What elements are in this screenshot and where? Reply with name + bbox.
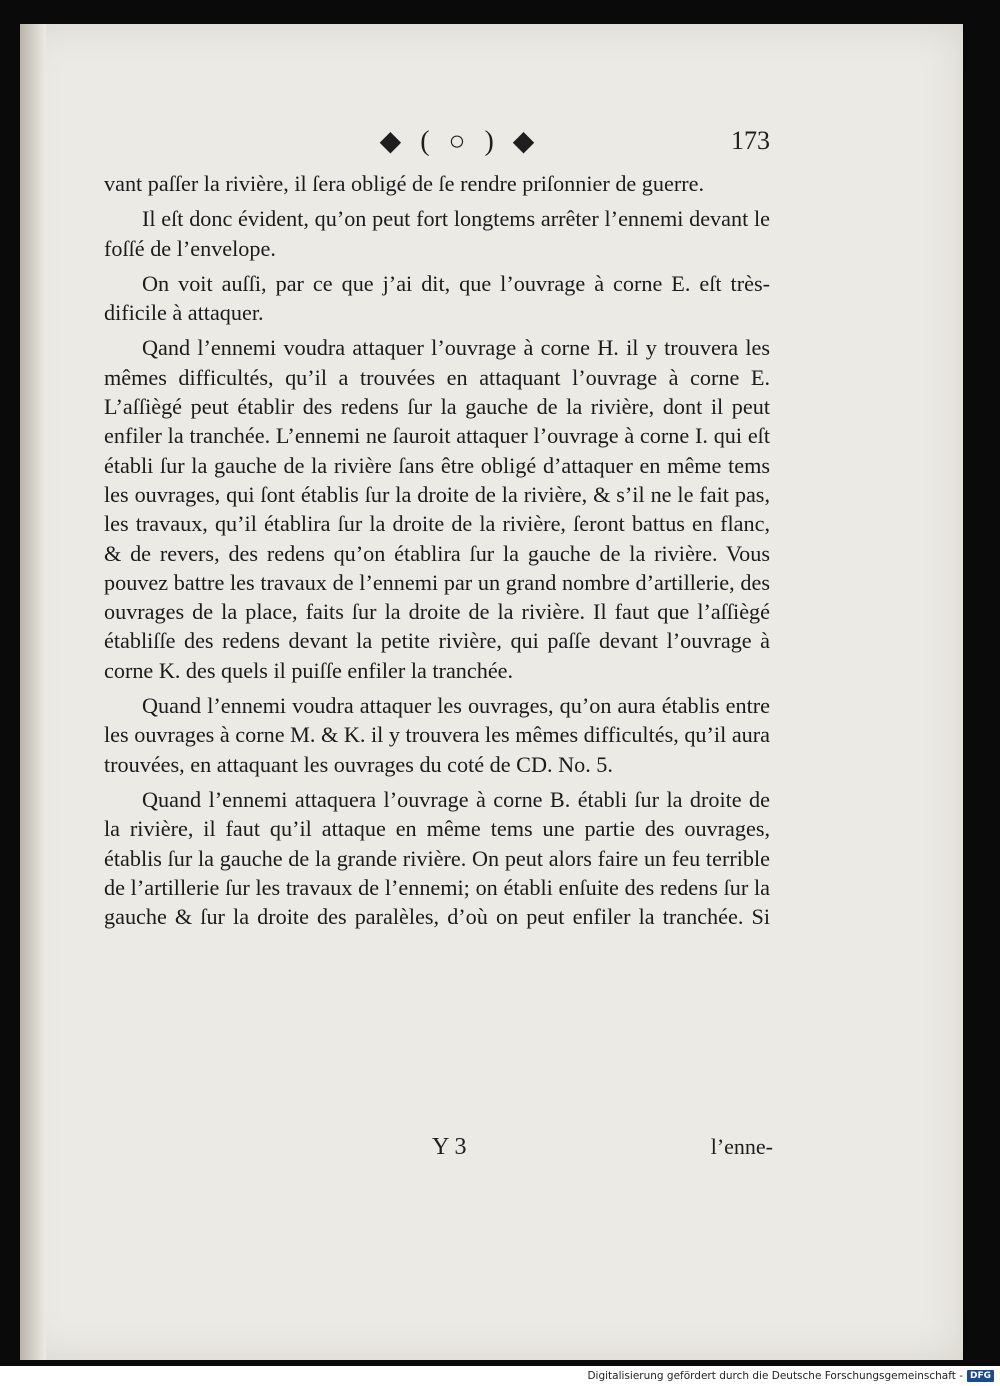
page-number: 173 — [731, 126, 770, 155]
dfg-logo-icon: DFG — [967, 1370, 994, 1382]
credit-text: Digitalisierung gefördert durch die Deutsche Forschungsgemeinschaft - — [587, 1370, 963, 1382]
header-ornament: ◆ ( ○ ) ◆ — [379, 126, 541, 157]
paragraph-6: Quand l’ennemi attaquera l’ouvrage à corne B. établi ſur la droite de la rivière, il faut qu’il attaque en même tems une partie des ouvrages, établis ſur la gauche de la grande rivière. On peut alors faire un feu terrible de l’artillerie ſur les travaux de l’ennemi; on établi enſuite des redens ſur la gauche & ſur la droite des paralèles, d’où on peut enfiler la tranchée. Si — [104, 786, 770, 930]
book-page — [20, 24, 963, 1360]
catchword: l’enne- — [710, 1134, 773, 1159]
paragraph-3: On voit auſſi, par ce que j’ai dit, que l’ouvrage à corne E. eſt très-dificile à attaquer. — [104, 270, 770, 326]
digitization-credit — [587, 1366, 994, 1386]
page-footer — [20, 1134, 963, 1168]
signature-mark: Y 3 — [432, 1134, 467, 1160]
text-body — [104, 169, 770, 937]
paragraph-2: Il eſt donc évident, qu’on peut fort longtems arrêter l’ennemi devant le foſſé de l’envelope. — [104, 206, 770, 261]
running-header — [20, 124, 963, 164]
paragraph-4: Qand l’ennemi voudra attaquer l’ouvrage à corne H. il y trouvera les mêmes difficultés, qu’il a trouvées en attaquant l’ouvrage à corne E. L’aſſiègé peut établir des redens ſur la gauche de la rivière, dont il peut enfiler la tranchée. L’ennemi ne ſauroit attaquer l’ouvrage à corne I. qui eſt établi ſur la gauche de la rivière ſans être obligé d’attaquer en même tems les ouvrages, qui ſont établis ſur la droite de la rivière, & s’il ne le fait pas, les travaux, qu’il établira ſur la droite de la rivière, ſeront battus en flanc, & de revers, des redens qu’on établira ſur la gauche de la rivière. Vous pouvez battre les travaux de l’ennemi par un grand nombre d’artillerie, des ouvrages de la place, faits ſur la droite de la rivière. Il faut que l’aſſiègé établiſſe des redens devant la petite rivière, qui paſſe devant l’ouvrage à corne K. des quels il puiſſe enfiler la tranchée. — [104, 335, 770, 683]
paragraph-5: Quand l’ennemi voudra attaquer les ouvrages, qu’on aura établis entre les ouvrages à corne M. & K. il y trouvera les mêmes difficultés, qu’il aura trouvées, en attaquant les ouvrages du coté de CD. No. 5. — [104, 693, 770, 777]
paragraph-1: vant paſſer la rivière, il ſera obligé de ſe rendre priſonnier de guerre. — [104, 171, 705, 196]
